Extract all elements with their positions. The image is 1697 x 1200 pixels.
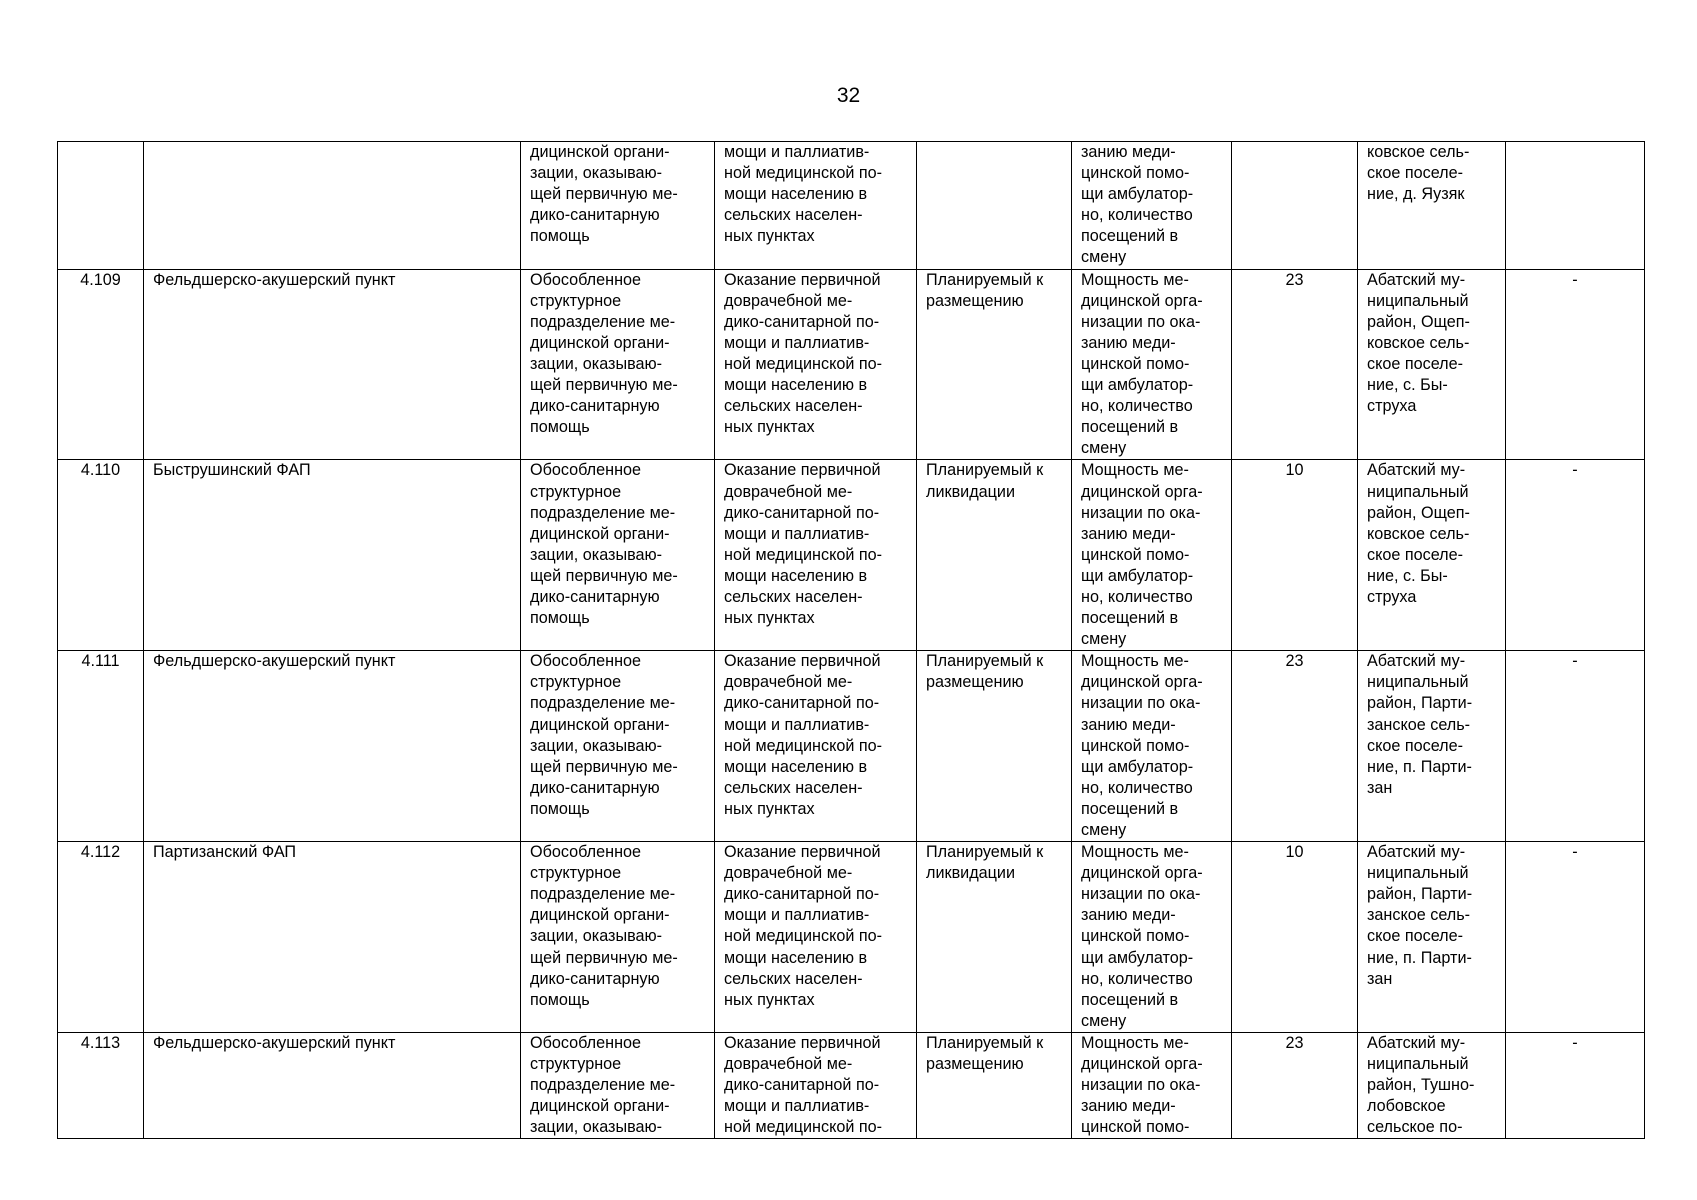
table-row-continuation — [58, 142, 1645, 270]
cell-capacity: 23 — [1232, 651, 1358, 842]
cell-parameter: Мощность ме- дицинской орга- низации по ока- занию меди- цинской помо- — [1072, 1032, 1232, 1138]
cell-location: ковское сель- ское поселе- ние, д. Яузяк — [1358, 142, 1506, 270]
cell-zone: - — [1506, 1032, 1645, 1138]
cell-type: Обособленное структурное подразделение ме- дицинской органи- зации, оказываю- щей первичную ме- дико-санитарную помощь — [521, 842, 715, 1033]
cell-zone — [1506, 142, 1645, 270]
table-row — [58, 651, 1645, 842]
cell-status: Планируемый к размещению — [917, 1032, 1072, 1138]
cell-location: Абатский му- ниципальный район, Ощеп- ковское сель- ское поселе- ние, с. Бы- струха — [1358, 460, 1506, 651]
cell-capacity: 23 — [1232, 269, 1358, 460]
cell-name: Фельдшерско-акушерский пункт — [144, 1032, 521, 1138]
cell-zone: - — [1506, 269, 1645, 460]
table-row — [58, 1032, 1645, 1138]
cell-function: Оказание первичной доврачебной ме- дико-санитарной по- мощи и паллиатив- ной медицинской по- — [715, 1032, 917, 1138]
cell-name — [144, 142, 521, 270]
cell-type: Обособленное структурное подразделение ме- дицинской органи- зации, оказываю- щей первичную ме- дико-санитарную помощь — [521, 651, 715, 842]
objects-table — [57, 141, 1645, 1139]
cell-status: Планируемый к ликвидации — [917, 842, 1072, 1033]
cell-name: Фельдшерско-акушерский пункт — [144, 651, 521, 842]
cell-zone: - — [1506, 651, 1645, 842]
cell-function: Оказание первичной доврачебной ме- дико-санитарной по- мощи и паллиатив- ной медицинской по- мощи населению в сельских населен- ных пунктах — [715, 460, 917, 651]
page-number: 32 — [836, 84, 861, 107]
cell-type: Обособленное структурное подразделение ме- дицинской органи- зации, оказываю- щей первичную ме- дико-санитарную помощь — [521, 460, 715, 651]
cell-number: 4.111 — [58, 651, 144, 842]
cell-number: 4.112 — [58, 842, 144, 1033]
table-row — [58, 842, 1645, 1033]
cell-type: Обособленное структурное подразделение ме- дицинской органи- зации, оказываю- щей первичную ме- дико-санитарную помощь — [521, 269, 715, 460]
cell-location: Абатский му- ниципальный район, Тушно- лобовское сельское по- — [1358, 1032, 1506, 1138]
cell-type: Обособленное структурное подразделение ме- дицинской органи- зации, оказываю- — [521, 1032, 715, 1138]
cell-capacity: 10 — [1232, 460, 1358, 651]
cell-capacity — [1232, 142, 1358, 270]
cell-parameter: Мощность ме- дицинской орга- низации по ока- занию меди- цинской помо- щи амбулатор- но, количество посещений в смену — [1072, 460, 1232, 651]
table-row — [58, 460, 1645, 651]
cell-parameter: занию меди- цинской помо- щи амбулатор- но, количество посещений в смену — [1072, 142, 1232, 270]
cell-function: Оказание первичной доврачебной ме- дико-санитарной по- мощи и паллиатив- ной медицинской по- мощи населению в сельских населен- ных пунктах — [715, 269, 917, 460]
cell-function: мощи и паллиатив- ной медицинской по- мощи населению в сельских населен- ных пунктах — [715, 142, 917, 270]
cell-number: 4.110 — [58, 460, 144, 651]
cell-capacity: 23 — [1232, 1032, 1358, 1138]
cell-parameter: Мощность ме- дицинской орга- низации по ока- занию меди- цинской помо- щи амбулатор- но, количество посещений в смену — [1072, 269, 1232, 460]
cell-function: Оказание первичной доврачебной ме- дико-санитарной по- мощи и паллиатив- ной медицинской по- мощи населению в сельских населен- ных пунктах — [715, 651, 917, 842]
cell-status: Планируемый к ликвидации — [917, 460, 1072, 651]
cell-name: Фельдшерско-акушерский пункт — [144, 269, 521, 460]
cell-status: Планируемый к размещению — [917, 269, 1072, 460]
cell-location: Абатский му- ниципальный район, Парти- занское сель- ское поселе- ние, п. Парти- зан — [1358, 651, 1506, 842]
cell-parameter: Мощность ме- дицинской орга- низации по ока- занию меди- цинской помо- щи амбулатор- но, количество посещений в смену — [1072, 651, 1232, 842]
cell-type: дицинской органи- зации, оказываю- щей первичную ме- дико-санитарную помощь — [521, 142, 715, 270]
cell-status — [917, 142, 1072, 270]
table-row — [58, 269, 1645, 460]
cell-location: Абатский му- ниципальный район, Парти- занское сель- ское поселе- ние, п. Парти- зан — [1358, 842, 1506, 1033]
cell-function: Оказание первичной доврачебной ме- дико-санитарной по- мощи и паллиатив- ной медицинской по- мощи населению в сельских населен- ных пунктах — [715, 842, 917, 1033]
cell-number: 4.113 — [58, 1032, 144, 1138]
cell-capacity: 10 — [1232, 842, 1358, 1033]
cell-parameter: Мощность ме- дицинской орга- низации по ока- занию меди- цинской помо- щи амбулатор- но, количество посещений в смену — [1072, 842, 1232, 1033]
cell-number — [58, 142, 144, 270]
cell-number: 4.109 — [58, 269, 144, 460]
cell-name: Партизанский ФАП — [144, 842, 521, 1033]
cell-name: Быструшинский ФАП — [144, 460, 521, 651]
cell-location: Абатский му- ниципальный район, Ощеп- ковское сель- ское поселе- ние, с. Бы- струха — [1358, 269, 1506, 460]
table-body — [58, 142, 1645, 1139]
cell-zone: - — [1506, 842, 1645, 1033]
cell-zone: - — [1506, 460, 1645, 651]
cell-status: Планируемый к размещению — [917, 651, 1072, 842]
